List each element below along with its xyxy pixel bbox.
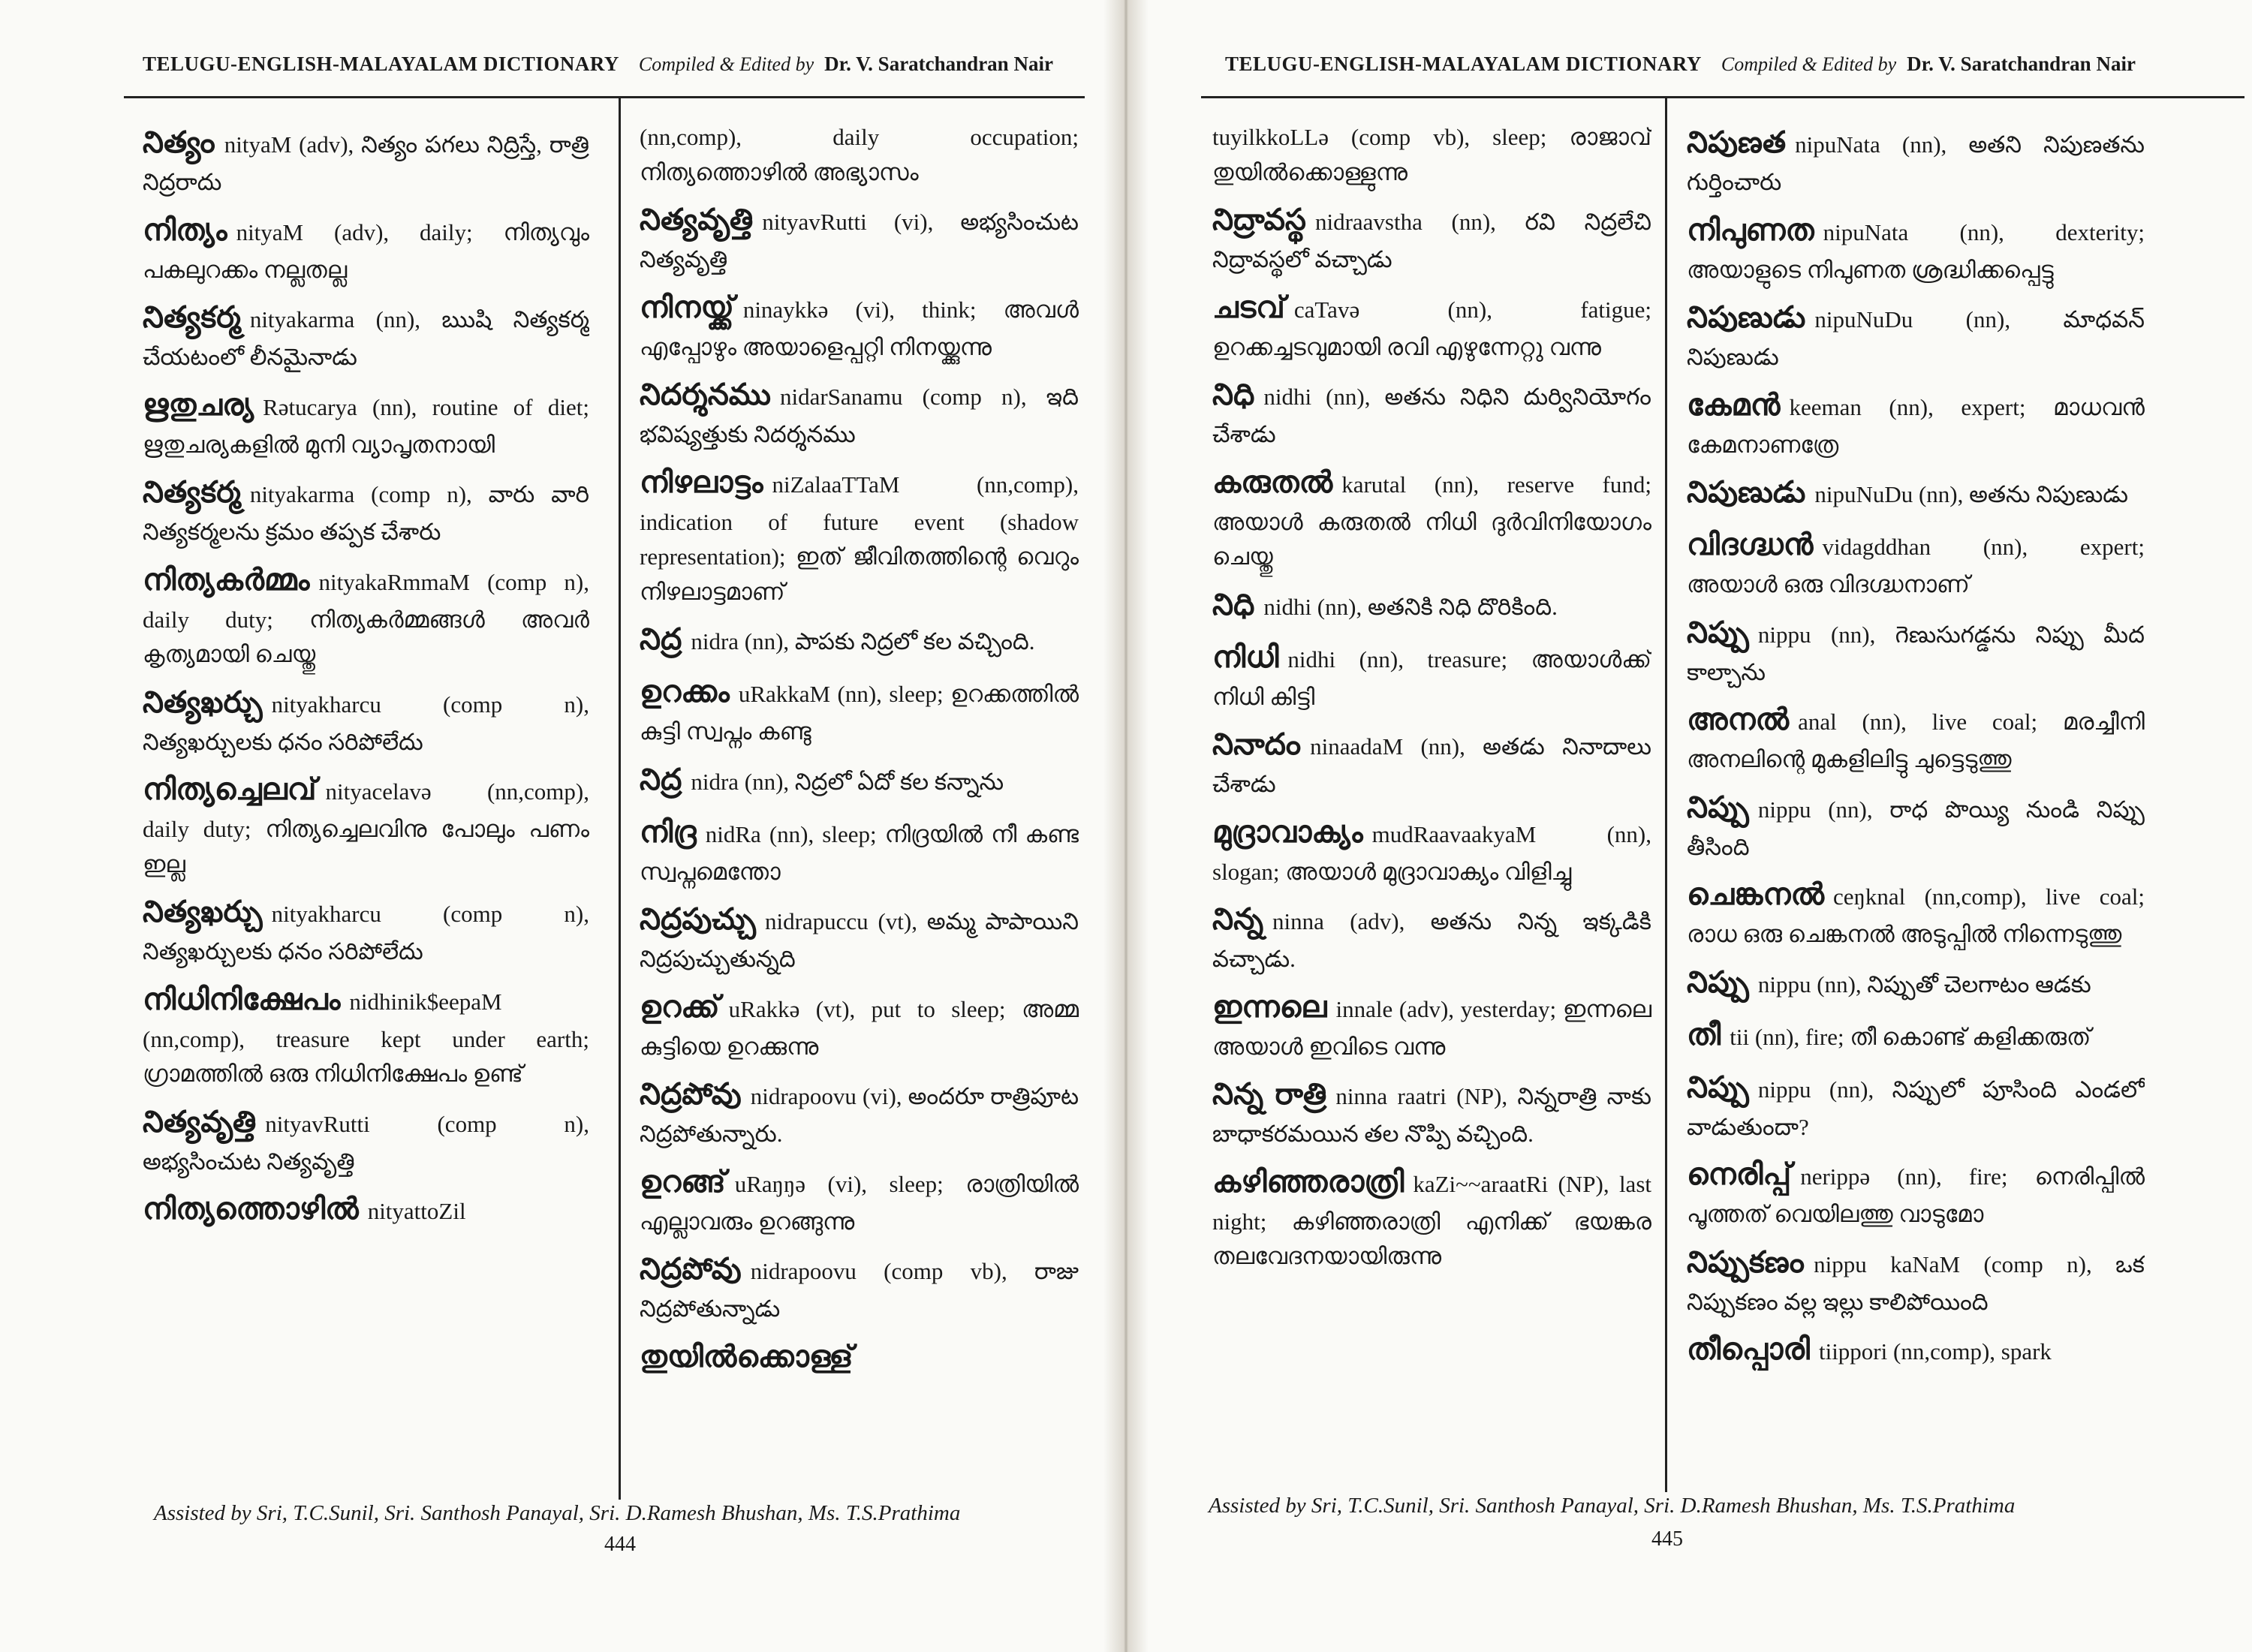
dictionary-entry [640, 670, 1079, 750]
left-header-rule [124, 96, 1085, 98]
entry-headword: നെരിപ്പ് [1687, 1157, 1792, 1191]
dictionary-entry [143, 120, 589, 200]
entry-headword: വിദഗ്ദ്ധൻ [1687, 528, 1814, 561]
entry-definition: ceŋknal (nn,comp), live coal; രാധ ഒരു ചെങ്കനൽ അടുപ്പിൽ നിന്നെടുത്തു [1687, 883, 2145, 947]
entry-headword: നിധി [1212, 639, 1279, 674]
entry-headword: തീപ്പൊരി [1687, 1332, 1810, 1366]
dictionary-entry [640, 197, 1079, 278]
entry-definition: (nn,comp), daily occupation; നിത്യത്തൊഴിൽ അഭ്യാസം [640, 124, 1079, 185]
left-column-divider [619, 96, 621, 1500]
entry-headword: നിനയ്ക്ക് [640, 290, 734, 324]
entry-definition: mudRaavaakyaM (nn), slogan; അയാൾ മുദ്രാവാക്യം വിളിച്ചു [1212, 820, 1651, 885]
entry-definition: nityavRutti (comp n), అభ్యసించుట నిత్యవృత్తి [143, 1110, 589, 1175]
entry-headword: నిన్న రాత్రి [1212, 1077, 1327, 1111]
entry-headword: നിത്യകർമ്മം [143, 562, 310, 597]
dictionary-entry [1212, 1160, 1651, 1274]
right-column-2 [1687, 120, 2145, 1456]
entry-headword: నిన్న [1212, 902, 1264, 936]
dictionary-entry [640, 897, 1079, 977]
left-page-number: 444 [604, 1533, 636, 1556]
entry-definition: nidra (nn), పాపకు నిద్రలో కల వచ్చింది. [691, 628, 1035, 654]
dictionary-entry [143, 208, 589, 288]
entry-definition: tiippori (nn,comp), spark [1818, 1338, 2052, 1365]
entry-definition: nerippə (nn), fire; നെരിപ്പിൽ പൂത്തത് വെയിലത്തു വാടുമോ [1687, 1163, 2145, 1227]
entry-headword: నిపుణుడు [1687, 475, 1806, 509]
entry-definition: keeman (nn), expert; മാധവൻ കേമനാണത്രേ [1687, 393, 2145, 458]
dictionary-entry [1687, 610, 2145, 691]
entry-headword: കരുതൽ [1212, 465, 1333, 499]
entry-headword: ഇന്നലെ [1212, 989, 1327, 1024]
dictionary-entry [1687, 295, 2145, 375]
entry-headword: నిపుణుడు [1687, 300, 1806, 334]
entry-headword: തീ [1687, 1017, 1721, 1052]
dictionary-entry [1687, 1240, 2145, 1320]
entry-headword: నిప్పు [1687, 790, 1749, 824]
entry-definition: ninaykkə (vi), think; അവൾ എപ്പോഴും അയാളെപ്പറ്റി നിനയ്ക്കുന്നു [640, 296, 1079, 360]
right-header-compiled: Compiled & Edited by [1721, 53, 1897, 75]
dictionary-entry [1212, 460, 1651, 575]
dictionary-entry [1687, 1065, 2145, 1145]
entry-headword: ഉറക്ക് [640, 989, 720, 1024]
entry-headword: നിധിനിക്ഷേപം [143, 982, 341, 1016]
entry-definition: nityakarma (nn), ఋషి నిత్యకర్మ చేయటంలో లీనమైనాడు [143, 306, 589, 370]
entry-definition: uRakkaM (nn), sleep; ഉറക്കത്തിൽ കുട്ടി സ്വപ്നം കണ്ടു [640, 681, 1079, 745]
dictionary-entry [1212, 1072, 1651, 1152]
dictionary-entry [143, 295, 589, 375]
entry-definition: Rətucarya (nn), routine of diet; ഋതുചര്യകളിൽ മുനി വ്യാപൃതനായി [143, 393, 589, 458]
dictionary-entry [640, 985, 1079, 1065]
dictionary-entry [640, 1335, 1079, 1380]
entry-headword: నిద్ర [640, 622, 682, 656]
dictionary-entry [1212, 985, 1651, 1065]
entry-definition: nidhi (nn), అతను నిధిని దుర్వినియోగం చేశాడు [1212, 384, 1651, 447]
entry-headword: నిత్యఖర్చు [143, 685, 263, 719]
left-header-compiled: Compiled & Edited by [638, 53, 814, 75]
entry-definition: nipuNuDu (nn), మాధవన్ నిపుణుడు [1687, 306, 2145, 370]
entry-headword: నిత్యవృత్తి [143, 1104, 257, 1139]
dictionary-entry [1687, 120, 2145, 200]
entry-headword: నిప్పుకణం [1687, 1244, 1805, 1279]
entry-headword: నిద్రపుచ్చు [640, 902, 756, 936]
entry-definition: anal (nn), live coal; മരച്ചീനി അനലിന്റെ മുകളിലിട്ടു ചുട്ടെടുത്തു [1687, 709, 2145, 772]
dictionary-entry [143, 977, 589, 1092]
entry-definition: nityakharcu (comp n), నిత్యఖర్చులకు ధనం సరిపోలేదు [143, 901, 589, 964]
right-column-divider [1665, 96, 1667, 1492]
entry-definition: nityaM (adv), నిత్యం పగలు నిద్రిస్తే, రాత్రి నిద్రరాదు [143, 131, 589, 195]
dictionary-entry [640, 1247, 1079, 1327]
entry-headword: കേമൻ [1687, 387, 1781, 422]
entry-definition: nippu (nn), రాధ పొయ్యి నుండి నిప్పు తీసింది [1687, 796, 2145, 860]
right-column-1 [1212, 120, 1651, 1456]
right-header [1225, 53, 2238, 90]
entry-definition: nipuNata (nn), అతని నిపుణతను గుర్తించారు [1687, 131, 2145, 195]
right-footer-credits: Assisted by Sri, T.C.Sunil, Sri. Santhosh Panayal, Sri. D.Ramesh Bhushan, Ms. T.S.Prathima [1209, 1494, 2016, 1518]
dictionary-entry [1687, 1013, 2145, 1058]
entry-headword: ഉറങ്ങ് [640, 1164, 726, 1199]
entry-headword: నిద్రావస్థ [1212, 203, 1306, 236]
left-header-editor: Dr. V. Saratchandran Nair [824, 53, 1053, 75]
entry-headword: ചെങ്കനൽ [1687, 877, 1825, 911]
entry-definition: niZalaaTTaM (nn,comp), indication of future event (shadow representation); ഇത് ജീവിതത്തിന്റെ വെറും നിഴലാട്ടമാണ് [640, 471, 1079, 605]
entry-headword: അനൽ [1687, 703, 1790, 736]
entry-definition: nityakaRmmaM (comp n), daily duty; നിത്യകർമ്മങ്ങൾ അവർ കൃത്യമായി ചെയ്തു [143, 568, 589, 667]
right-page-number: 445 [1651, 1527, 1683, 1551]
dictionary-entry [143, 680, 589, 760]
entry-headword: నిపుణత [1687, 125, 1787, 159]
entry-definition: nidra (nn), నిద్రలో ఏదో కల కన్నాను [691, 768, 1004, 795]
entry-definition: nityattoZil [367, 1198, 466, 1224]
entry-definition: nipuNata (nn), dexterity; അയാളുടെ നിപുണത ശ്രദ്ധിക്കപ്പെട്ടു [1687, 218, 2145, 283]
dictionary-entry [1687, 383, 2145, 463]
entry-headword: ചടവ് [1212, 290, 1285, 324]
dictionary-entry [1687, 872, 2145, 952]
entry-definition: nidhi (nn), అతనికి నిధి దొరికింది. [1263, 593, 1558, 620]
dictionary-entry [143, 767, 589, 882]
entry-headword: నిత్యవృత్తి [640, 203, 754, 236]
entry-headword: നിത്യം [143, 212, 227, 247]
entry-headword: నిత్యకర్మ [143, 475, 241, 509]
left-column-2 [640, 120, 1079, 1456]
dictionary-entry [1212, 372, 1651, 453]
dictionary-entry [1212, 810, 1651, 890]
dictionary-entry [1687, 470, 2145, 515]
entry-definition: vidagddhan (nn), expert; അയാൾ ഒരു വിദഗ്ദ്ധനാണ് [1687, 534, 2145, 597]
dictionary-entry [1212, 897, 1651, 977]
dictionary-entry [1212, 120, 1651, 190]
entry-definition: nippu (nn), నిప్పుతో చెలగాటం ఆడకు [1757, 970, 2091, 998]
entry-definition: nidarSanamu (comp n), ఇది భవిష్యత్తుకు నిదర్శనము [640, 384, 1079, 447]
dictionary-entry [640, 617, 1079, 662]
entry-headword: ഋതുചര്യ [143, 387, 254, 422]
entry-definition: nidRa (nn), sleep; നിദ്രയിൽ നീ കണ്ട സ്വപ്നമെന്തോ [640, 820, 1079, 885]
entry-headword: നിത്യച്ചെലവ് [143, 772, 317, 806]
entry-headword: నిధి [1212, 378, 1255, 411]
dictionary-entry [143, 470, 589, 550]
right-page [1126, 0, 2252, 1652]
right-header-title: TELUGU-ENGLISH-MALAYALAM DICTIONARY [1225, 53, 1702, 75]
entry-definition: uRaŋŋə (vi), sleep; രാത്രിയിൽ എല്ലാവരും ഉറങ്ങുന്നു [640, 1170, 1079, 1235]
entry-definition: nippu (nn), గెణుసుగడ్డను నిప్పు మీద కాల్చాను [1687, 621, 2145, 685]
entry-definition: tuyilkkoLLə (comp vb), sleep; രാജാവ് തുയിൽക്കൊള്ളുന്നു [1212, 124, 1651, 185]
dictionary-entry [1687, 785, 2145, 865]
entry-headword: నిద్ర [640, 762, 682, 796]
dictionary-entry [143, 383, 589, 463]
entry-headword: నిత్యకర్మ [143, 300, 241, 334]
right-header-editor: Dr. V. Saratchandran Nair [1907, 53, 2136, 75]
entry-definition: nidhi (nn), treasure; അയാൾക്ക് നിധി കിട്ടി [1212, 645, 1651, 710]
dictionary-entry [640, 1072, 1079, 1152]
dictionary-entry [1687, 208, 2145, 288]
dictionary-entry [1687, 522, 2145, 603]
entry-definition: nipuNuDu (nn), అతను నిపుణుడు [1814, 481, 2128, 507]
entry-headword: കഴിഞ്ഞരാത്രി [1212, 1164, 1404, 1199]
entry-headword: മുദ്രാവാക്യം [1212, 814, 1363, 849]
entry-headword: നിദ്ര [640, 814, 697, 849]
dictionary-entry [1212, 197, 1651, 278]
entry-definition: ninaadaM (nn), అతడు నినాదాలు చేశాడు [1212, 733, 1651, 797]
entry-headword: నిత్యఖర్చు [143, 895, 263, 928]
entry-headword: నిద్రపోవు [640, 1252, 742, 1286]
entry-definition: nidraavstha (nn), రవి నిద్రలేచి నిద్రావస్థలో వచ్చాడు [1212, 209, 1651, 272]
right-header-rule [1201, 96, 2244, 98]
entry-headword: നിപുണത [1687, 212, 1814, 247]
entry-definition: nityakarma (comp n), వారు వారి నిత్యకర్మలను క్రమం తప్పక చేశారు [143, 481, 589, 545]
entry-definition: uRakkə (vt), put to sleep; അമ്മ കുട്ടിയെ ഉറക്കുന്നു [640, 995, 1079, 1060]
left-footer-credits: Assisted by Sri, T.C.Sunil, Sri. Santhosh Panayal, Sri. D.Ramesh Bhushan, Ms. T.S.Prathima [154, 1501, 961, 1525]
left-header-title: TELUGU-ENGLISH-MALAYALAM DICTIONARY [143, 53, 619, 75]
entry-headword: ഉറക്കം [640, 675, 730, 709]
dictionary-entry [1687, 1327, 2145, 1372]
dictionary-entry [143, 1187, 589, 1232]
dictionary-entry [640, 460, 1079, 610]
dictionary-entry [1212, 285, 1651, 366]
entry-definition: nityaM (adv), daily; നിത്യവും പകലുറക്കം നല്ലതല്ല [143, 218, 589, 283]
entry-headword: തുയിൽക്കൊള്ള് [640, 1339, 854, 1374]
entry-headword: നിത്യത്തൊഴിൽ [143, 1192, 359, 1226]
dictionary-entry [1212, 635, 1651, 715]
dictionary-entry [1212, 582, 1651, 627]
entry-definition: nippu (nn), నిప్పులో పూసింది ఎండలో వాడుతుందా? [1687, 1076, 2145, 1140]
dictionary-entry [143, 558, 589, 673]
left-column-1 [143, 120, 589, 1456]
entry-definition: innale (adv), yesterday; ഇന്നലെ അയാൾ ഇവിടെ വന്നു [1212, 995, 1651, 1060]
dictionary-entry [640, 757, 1079, 802]
left-header [143, 53, 1081, 90]
entry-headword: నిత్యం [143, 125, 215, 159]
entry-headword: నిధి [1212, 587, 1255, 621]
dictionary-entry [1687, 960, 2145, 1005]
entry-headword: నిప్పు [1687, 615, 1749, 649]
entry-definition: nidhinik$eepaM (nn,comp), treasure kept under earth; ഗ്രാമത്തിൽ ഒരു നിധിനിക്ഷേപം ഉണ്ട് [143, 988, 589, 1087]
dictionary-entry [143, 889, 589, 970]
entry-definition: nidrapoovu (vi), అందరూ రాత్రిపూట నిద్రపోతున్నారు. [640, 1083, 1079, 1147]
entry-headword: నినాదం [1212, 727, 1302, 761]
entry-definition: nidrapuccu (vt), అమ్మ పాపాయిని నిద్రపుచ్చుతున్నది [640, 908, 1079, 972]
entry-definition: tii (nn), fire; തീ കൊണ്ട് കളിക്കരുത് [1730, 1023, 2091, 1050]
entry-definition: caTavə (nn), fatigue; ഉറക്കച്ചടവുമായി രവി എഴുന്നേറ്റു വന്നു [1212, 296, 1651, 360]
entry-definition: ninna (adv), అతను నిన్న ఇక్కడికి వచ్చాడు. [1212, 908, 1651, 972]
entry-definition: nityacelavə (nn,comp), daily duty; നിത്യച്ചെലവിനു പോലും പണം ഇല്ല [143, 778, 589, 877]
entry-definition: nippu kaNaM (comp n), ఒక నిప్పుకణం వల్ల ఇల్లు కాలిపోయింది [1687, 1250, 2145, 1315]
dictionary-entry [143, 1100, 589, 1180]
entry-definition: kaZi~~araatRi (NP), last night; കഴിഞ്ഞരാത്രി എനിക്ക് ഭയങ്കര തലവേദനയായിരുന്നു [1212, 1170, 1651, 1269]
entry-definition: ninna raatri (NP), నిన్నరాత్రి నాకు బాధాకరమయిన తల నొప్పి వచ్చింది. [1212, 1083, 1651, 1147]
entry-definition: nityavRutti (vi), అభ్యసించుట నిత్యవృత్తి [640, 209, 1079, 272]
entry-definition: nidrapoovu (comp vb), రాజు నిద్రపోతున్నాడు [640, 1258, 1079, 1322]
entry-definition: nityakharcu (comp n), నిత్యఖర్చులకు ధనం సరిపోలేదు [143, 691, 589, 755]
dictionary-entry [640, 372, 1079, 453]
entry-headword: నిద్రపోవు [640, 1077, 742, 1111]
dictionary-entry [640, 810, 1079, 890]
dictionary-entry [1212, 722, 1651, 802]
book-gutter [1103, 0, 1149, 1652]
entry-headword: నిప్పు [1687, 1070, 1749, 1104]
entry-definition: karutal (nn), reserve fund; അയാൾ കരുതൽ നിധി ദുർവിനിയോഗം ചെയ്തു [1212, 471, 1651, 570]
dictionary-entry [640, 120, 1079, 190]
dictionary-entry [1687, 697, 2145, 778]
entry-headword: నిప్పు [1687, 964, 1749, 999]
entry-headword: నిదర్శనము [640, 378, 771, 411]
dictionary-entry [640, 1160, 1079, 1240]
entry-headword: നിഴലാട്ടം [640, 465, 763, 499]
dictionary-entry [1687, 1152, 2145, 1232]
dictionary-entry [640, 285, 1079, 366]
